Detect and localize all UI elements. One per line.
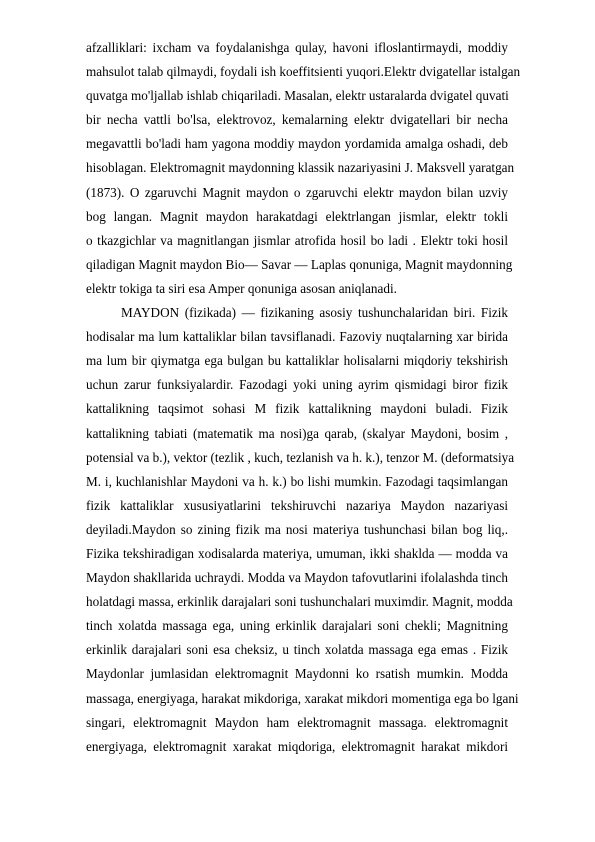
paragraph-1 [86,36,521,301]
text-line: mahsulot talab qilmaydi, foydali ish koeffitsienti yuqori.Elektr dvigatellar istalgan [86,64,521,80]
text-line: afzalliklari: ixcham va foydalanishga qulay, havoni ifloslantirmaydi, moddiy [86,40,508,55]
document-body [86,36,521,759]
text-line: kattalikning tabiati (matematik ma nosi)ga qarab, (skalyar Maydoni, bosim , [86,425,508,441]
text-line: singari, elektromagnit Maydon ham elektromagnit massaga. elektromagnit [86,714,508,730]
text-line: deyiladi.Maydon so zining fizik ma nosi materiya tushunchasi bilan bog liq,. [86,521,508,537]
text-line: uchun zarur funksiyalardir. Fazodagi yoki uning ayrim qismidagi biror fizik [86,377,508,393]
text-line: o tkazgichlar va magnitlangan jismlar atrofida hosil bo ladi . Elektr toki hosil [86,232,508,248]
text-line: potensial va b.), vektor (tezlik , kuch, tezlanish va h. k.), tenzor M. (deformatsiya [86,449,515,465]
text-line: bog langan. Magnit maydon harakatdagi elektrlangan jismlar, elektr tokli [86,208,508,224]
text-line: Maydonlar jumlasidan elektromagnit Maydonni ko rsatish mumkin. Modda [86,666,508,682]
text-line: fizik kattaliklar xususiyatlarini tekshiruvchi nazariya Maydon nazariyasi [86,497,508,513]
text-line: (1873). O zgaruvchi Magnit maydon o zgaruvchi elektr maydon bilan uzviy [86,184,508,200]
text-line: Fizika tekshiradigan xodisalarda materiya, umuman, ikki shaklda — modda va [86,545,508,561]
paragraph-2 [86,301,519,759]
text-line: ma lum bir qiymatga ega bulgan bu kattaliklar holisalarni miqdoriy tekshirish [86,353,508,369]
text-line: M. i, kuchlanishlar Maydoni va h. k.) bo lishi mumkin. Fazodagi taqsimlangan [86,473,508,489]
text-line: hisoblagan. Elektromagnit maydonning klassik nazariyasini J. Maksvell yaratgan [86,160,515,176]
text-line: bir necha vattli bo'lsa, elektrovoz, kemalarning elektr dvigatellari bir necha [86,112,508,128]
text-line: qiladigan Magnit maydon Bio— Savar — Laplas qonuniga, Magnit maydonning [86,256,513,272]
text-line: erkinlik darajalari soni esa cheksiz, u tinch xolatda massaga ega emas . Fizik [86,642,508,658]
text-line: Maydon shakllarida uchraydi. Modda va Maydon tafovutlarini ifolalashda tinch [86,570,508,586]
text-line: energiyaga, elektromagnit xarakat miqdoriga, elektromagnit harakat mikdori [86,738,508,754]
text-line: kattalikning taqsimot sohasi M fizik kattalikning maydoni buladi. Fizik [86,401,508,417]
text-line: holatdagi massa, erkinlik darajalari soni tushunchalari muximdir. Magnit, modda [86,594,513,610]
text-line: hodisalar ma lum kattaliklar bilan tavsiflanadi. Fazoviy nuqtalarning xar birida [86,329,508,345]
text-line: megavattli bo'ladi ham yagona moddiy maydon yordamida amalga oshadi, deb [86,136,508,152]
text-line: elektr tokiga ta siri esa Amper qonuniga asosan aniqlanadi. [86,280,397,296]
text-line: MAYDON (fizikada) — fizikaning asosiy tushunchalaridan biri. Fizik [121,305,508,321]
text-line: quvatga mo'ljallab ishlab chiqariladi. Masalan, elektr ustaralarda dvigatel quvati [86,88,509,104]
text-line: tinch xolatda massaga ega, uning erkinlik darajalari soni chekli; Magnitning [86,618,508,634]
text-line: massaga, energiyaga, harakat mikdoriga, xarakat mikdori momentiga ega bo lgani [86,690,519,706]
